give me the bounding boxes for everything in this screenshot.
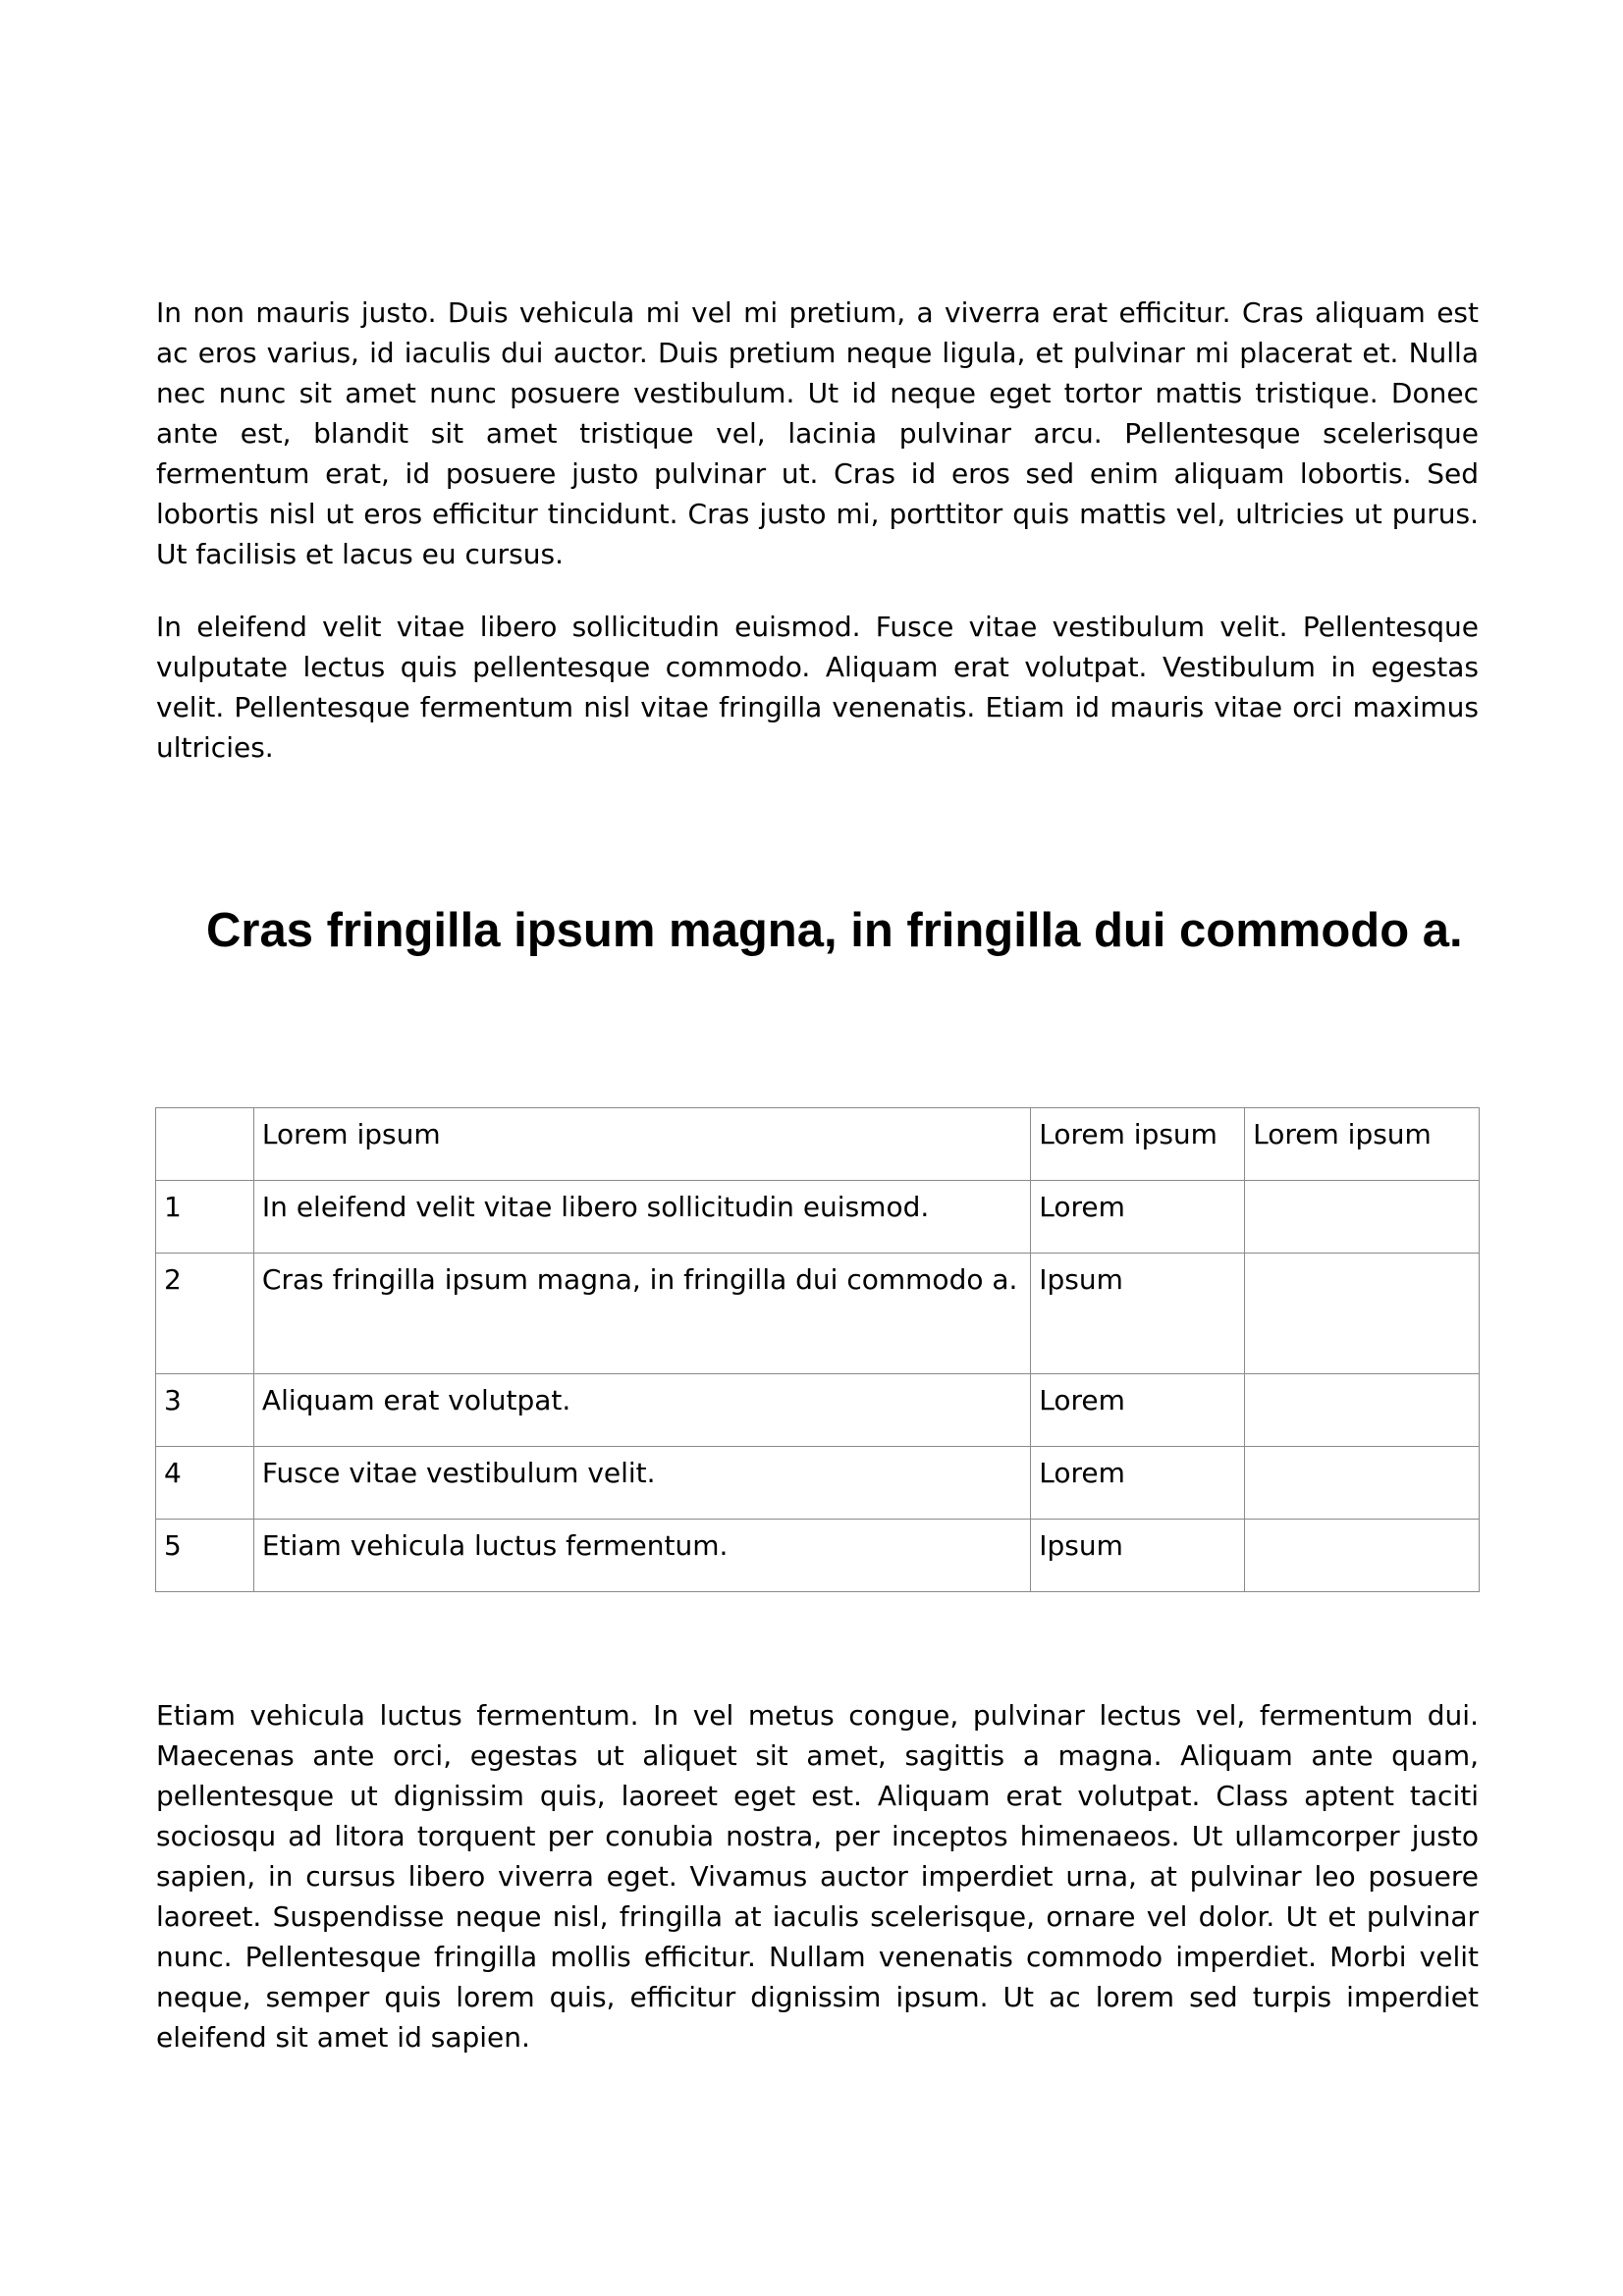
table-cell-number: 4: [156, 1447, 254, 1520]
body-paragraph-1: In non mauris justo. Duis vehicula mi vel mi pretium, a viverra erat efficitur. Cras aliquam est ac eros varius, id iaculis dui auctor. Duis pretium neque ligula, et pulvinar mi placerat et. Nulla nec nunc sit amet nunc posuere vestibulum. Ut id neque eget tortor mattis tristique. Donec ante est, blandit sit amet tristique vel, lacinia pulvinar arcu. Pellentesque scelerisque fermentum erat, id posuere justo pulvinar ut. Cras id eros sed enim aliquam lobortis. Sed lobortis nisl ut eros efficitur tincidunt. Cras justo mi, porttitor quis mattis vel, ultricies ut purus. Ut facilisis et lacus eu cursus.: [156, 296, 1479, 570]
table-row: [156, 1520, 1480, 1592]
table-row: [156, 1254, 1480, 1374]
header-cell: [156, 1108, 254, 1181]
table-cell-text: Aliquam erat volutpat.: [253, 1374, 1030, 1447]
table-cell-empty: [1245, 1254, 1480, 1374]
table-cell-text: Fusce vitae vestibulum velit.: [253, 1447, 1030, 1520]
header-cell: Lorem ipsum: [253, 1108, 1030, 1181]
table-row: [156, 1374, 1480, 1447]
table-cell-number: 5: [156, 1520, 254, 1592]
table-cell-text: Etiam vehicula luctus fermentum.: [253, 1520, 1030, 1592]
body-paragraph-3: Etiam vehicula luctus fermentum. In vel metus congue, pulvinar lectus vel, fermentum dui. Maecenas ante orci, egestas ut aliquet sit amet, sagittis a magna. Aliquam ante quam, pellentesque ut dignissim quis, laoreet eget est. Aliquam erat volutpat. Class aptent taciti sociosqu ad litora torquent per conubia nostra, per inceptos himenaeos. Ut ullamcorper justo sapien, in cursus libero viverra eget. Vivamus auctor imperdiet urna, at pulvinar leo posuere laoreet. Suspendisse neque nisl, fringilla at iaculis scelerisque, ornare vel dolor. Ut et pulvinar nunc. Pellentesque fringilla mollis efficitur. Nullam venenatis commodo imperdiet. Morbi velit neque, semper quis lorem quis, efficitur dignissim ipsum. Ut ac lorem sed turpis imperdiet eleifend sit amet id sapien.: [156, 1699, 1479, 2054]
table-cell-value: Ipsum: [1031, 1520, 1245, 1592]
table-cell-value: Lorem: [1031, 1181, 1245, 1254]
table-cell-text: In eleifend velit vitae libero sollicitudin euismod.: [253, 1181, 1030, 1254]
table-cell-empty: [1245, 1447, 1480, 1520]
table-row: [156, 1181, 1480, 1254]
table-cell-value: Ipsum: [1031, 1254, 1245, 1374]
table-cell-empty: [1245, 1374, 1480, 1447]
data-table: [155, 1107, 1480, 1592]
table-cell-empty: [1245, 1181, 1480, 1254]
header-cell: Lorem ipsum: [1245, 1108, 1480, 1181]
section-heading: Cras fringilla ipsum magna, in fringilla dui commodo a.: [206, 904, 1463, 957]
table-cell-number: 1: [156, 1181, 254, 1254]
header-cell: Lorem ipsum: [1031, 1108, 1245, 1181]
table-cell-empty: [1245, 1520, 1480, 1592]
table-cell-text: Cras fringilla ipsum magna, in fringilla dui commodo a.: [253, 1254, 1030, 1374]
table-cell-value: Lorem: [1031, 1374, 1245, 1447]
table-cell-number: 3: [156, 1374, 254, 1447]
table-row: [156, 1447, 1480, 1520]
table-header-row: [156, 1108, 1480, 1181]
body-paragraph-2: In eleifend velit vitae libero sollicitudin euismod. Fusce vitae vestibulum velit. Pellentesque vulputate lectus quis pellentesque commodo. Aliquam erat volutpat. Vestibulum in egestas velit. Pellentesque fermentum nisl vitae fringilla venenatis. Etiam id mauris vitae orci maximus ultricies.: [156, 611, 1479, 764]
table-cell-number: 2: [156, 1254, 254, 1374]
table-cell-value: Lorem: [1031, 1447, 1245, 1520]
